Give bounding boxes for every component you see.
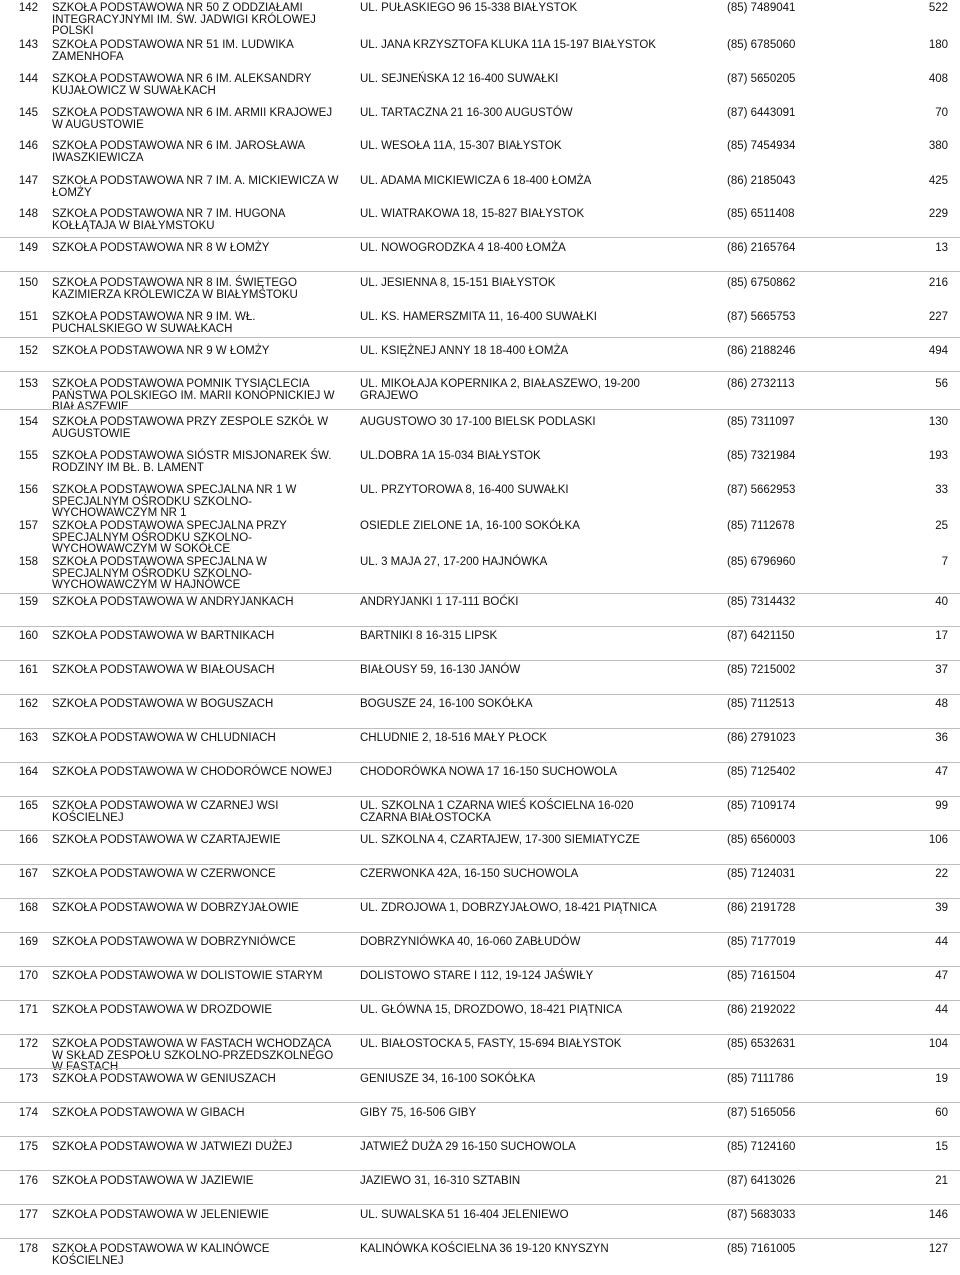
school-name: SZKOŁA PODSTAWOWA W GIBACH [52, 1107, 245, 1119]
row-number: 177 [18, 1209, 38, 1221]
student-count: 17 [935, 630, 948, 642]
school-name: SZKOŁA PODSTAWOWA POMNIK TYSIĄCLECIA PAŃSTWA POLSKIEGO IM. MARII KONOPNICKIEJ W BIAŁASZEWIE [52, 378, 335, 414]
row-separator [0, 660, 960, 661]
row-separator [0, 1238, 960, 1239]
school-address: UL. SZKOLNA 1 CZARNA WIEŚ KOŚCIELNA 16-020 CZARNA BIAŁOSTOCKA [360, 800, 634, 824]
school-address: UL. TARTACZNA 21 16-300 AUGUSTÓW [360, 107, 573, 119]
student-count: 44 [935, 1004, 948, 1016]
row-number: 157 [18, 520, 38, 532]
school-address: DOLISTOWO STARE I 112, 19-124 JAŚWIŁY [360, 970, 594, 982]
row-number: 146 [18, 140, 38, 152]
school-name: SZKOŁA PODSTAWOWA SPECJALNA NR 1 W SPECJALNYM OŚRODKU SZKOLNO-WYCHOWAWCZYM NR 1 [52, 484, 297, 520]
row-number: 172 [18, 1038, 38, 1050]
row-separator [0, 898, 960, 899]
school-address: UL. WESOŁA 11A, 15-307 BIAŁYSTOK [360, 140, 562, 152]
row-number: 173 [18, 1073, 38, 1085]
row-number: 176 [18, 1175, 38, 1187]
school-phone: (85) 7177019 [727, 936, 796, 948]
student-count: 56 [935, 378, 948, 390]
school-name: SZKOŁA PODSTAWOWA SPECJALNA PRZY SPECJALNYM OŚRODKU SZKOLNO-WYCHOWAWCZYM W SOKÓŁCE [52, 520, 287, 556]
row-separator [0, 1136, 960, 1137]
student-count: 216 [928, 277, 948, 289]
school-address: CHODORÓWKA NOWA 17 16-150 SUCHOWOLA [360, 766, 618, 778]
student-count: 47 [935, 766, 948, 778]
school-name: SZKOŁA PODSTAWOWA W CHLUDNIACH [52, 732, 276, 744]
row-number: 159 [18, 596, 38, 608]
student-count: 36 [935, 732, 948, 744]
row-number: 151 [18, 311, 38, 323]
school-phone: (85) 6532631 [727, 1038, 796, 1050]
row-separator [0, 409, 960, 410]
row-number: 153 [18, 378, 38, 390]
student-count: 425 [928, 175, 948, 187]
school-phone: (86) 2185043 [727, 175, 796, 187]
school-phone: (87) 5662953 [727, 484, 796, 496]
student-count: 130 [928, 416, 948, 428]
row-number: 152 [18, 345, 38, 357]
row-separator [0, 830, 960, 831]
row-number: 161 [18, 664, 38, 676]
school-name: SZKOŁA PODSTAWOWA NR 8 W ŁOMŻY [52, 242, 270, 254]
row-number: 166 [18, 834, 38, 846]
school-address: AUGUSTOWO 30 17-100 BIELSK PODLASKI [360, 416, 596, 428]
student-count: 180 [928, 39, 948, 51]
student-count: 70 [935, 107, 948, 119]
student-count: 99 [935, 800, 948, 812]
row-number: 155 [18, 450, 38, 462]
student-count: 48 [935, 698, 948, 710]
school-name: SZKOŁA PODSTAWOWA W CZARNEJ WSI KOŚCIELNEJ [52, 800, 279, 824]
school-phone: (86) 2188246 [727, 345, 796, 357]
row-number: 149 [18, 242, 38, 254]
school-name: SZKOŁA PODSTAWOWA W BIAŁOUSACH [52, 664, 275, 676]
school-phone: (85) 7161504 [727, 970, 796, 982]
school-address: JATWIEŹ DUŻA 29 16-150 SUCHOWOLA [360, 1141, 576, 1153]
school-name: SZKOŁA PODSTAWOWA W FASTACH WCHODZĄCA W SKŁAD ZESPOŁU SZKOLNO-PRZEDSZKOLNEGO W FASTACH [52, 1038, 334, 1074]
school-name: SZKOŁA PODSTAWOWA W JELENIEWIE [52, 1209, 269, 1221]
row-number: 154 [18, 416, 38, 428]
school-address: DOBRZYNIÓWKA 40, 16-060 ZABŁUDÓW [360, 936, 581, 948]
school-phone: (86) 2165764 [727, 242, 796, 254]
row-number: 147 [18, 175, 38, 187]
student-count: 60 [935, 1107, 948, 1119]
student-count: 380 [928, 140, 948, 152]
school-name: SZKOŁA PODSTAWOWA NR 50 Z ODDZIAŁAMI INTEGRACYJNYMI IM. ŚW. JADWIGI KRÓLOWEJ POLSKI [52, 2, 316, 38]
row-number: 174 [18, 1107, 38, 1119]
row-separator [0, 932, 960, 933]
school-phone: (85) 7109174 [727, 800, 796, 812]
school-address: GIBY 75, 16-506 GIBY [360, 1107, 477, 1119]
row-separator [0, 694, 960, 695]
school-phone: (85) 6796960 [727, 556, 796, 568]
school-name: SZKOŁA PODSTAWOWA NR 9 W ŁOMŻY [52, 345, 270, 357]
row-number: 150 [18, 277, 38, 289]
school-phone: (85) 6560003 [727, 834, 796, 846]
school-phone: (85) 7454934 [727, 140, 796, 152]
school-address: UL. JANA KRZYSZTOFA KLUKA 11A 15-197 BIAŁYSTOK [360, 39, 656, 51]
student-count: 33 [935, 484, 948, 496]
school-address: UL. SEJNEŃSKA 12 16-400 SUWAŁKI [360, 73, 559, 85]
row-separator [0, 728, 960, 729]
student-count: 44 [935, 936, 948, 948]
student-count: 104 [928, 1038, 948, 1050]
row-number: 171 [18, 1004, 38, 1016]
row-separator [0, 371, 960, 372]
school-phone: (86) 2732113 [727, 378, 795, 390]
student-count: 13 [935, 242, 948, 254]
school-phone: (87) 6443091 [727, 107, 796, 119]
row-separator [0, 864, 960, 865]
school-phone: (85) 7124031 [727, 868, 796, 880]
row-separator [0, 1068, 960, 1069]
school-phone: (85) 7112513 [727, 698, 795, 710]
school-name: SZKOŁA PODSTAWOWA W CZARTAJEWIE [52, 834, 281, 846]
row-number: 175 [18, 1141, 38, 1153]
school-address: UL. PRZYTOROWA 8, 16-400 SUWAŁKI [360, 484, 569, 496]
student-count: 47 [935, 970, 948, 982]
school-address: UL. JESIENNA 8, 15-151 BIAŁYSTOK [360, 277, 556, 289]
row-number: 143 [18, 39, 38, 51]
school-phone: (85) 7489041 [727, 2, 796, 14]
school-name: SZKOŁA PODSTAWOWA SPECJALNA W SPECJALNYM OŚRODKU SZKOLNO-WYCHOWAWCZYM W HAJNÓWCE [52, 556, 267, 592]
school-name: SZKOŁA PODSTAWOWA W DOBRZYNIÓWCE [52, 936, 296, 948]
school-address: ANDRYJANKI 1 17-111 BOĆKI [360, 596, 519, 608]
school-name: SZKOŁA PODSTAWOWA W BARTNIKACH [52, 630, 275, 642]
school-address: UL. SUWALSKA 51 16-404 JELENIEWO [360, 1209, 569, 1221]
school-phone: (85) 7321984 [727, 450, 796, 462]
school-name: SZKOŁA PODSTAWOWA W DOLISTOWIE STARYM [52, 970, 323, 982]
school-name: SZKOŁA PODSTAWOWA NR 7 IM. HUGONA KOŁŁĄTAJA W BIAŁYMSTOKU [52, 208, 285, 232]
school-address: UL. ADAMA MICKIEWICZA 6 18-400 ŁOMŻA [360, 175, 592, 187]
row-number: 148 [18, 208, 38, 220]
row-separator [0, 1102, 960, 1103]
row-number: 170 [18, 970, 38, 982]
student-count: 19 [935, 1073, 948, 1085]
student-count: 15 [935, 1141, 948, 1153]
school-phone: (85) 7124160 [727, 1141, 796, 1153]
school-address: UL. KSIĘŻNEJ ANNY 18 18-400 ŁOMŻA [360, 345, 569, 357]
row-number: 163 [18, 732, 38, 744]
row-separator [0, 271, 960, 272]
row-number: 142 [18, 2, 38, 14]
school-address: BIAŁOUSY 59, 16-130 JANÓW [360, 664, 521, 676]
school-name: SZKOŁA PODSTAWOWA W DROZDOWIE [52, 1004, 272, 1016]
row-separator [0, 337, 960, 338]
school-address: UL. GŁÓWNA 15, DROZDOWO, 18-421 PIĄTNICA [360, 1004, 623, 1016]
school-address: UL. BIAŁOSTOCKA 5, FASTY, 15-694 BIAŁYSTOK [360, 1038, 622, 1050]
school-name: SZKOŁA PODSTAWOWA PRZY ZESPOLE SZKÓŁ W AUGUSTOWIE [52, 416, 329, 440]
student-count: 229 [928, 208, 948, 220]
school-address: UL. WIATRAKOWA 18, 15-827 BIAŁYSTOK [360, 208, 585, 220]
school-name: SZKOŁA PODSTAWOWA NR 6 IM. ALEKSANDRY KUJAŁOWICZ W SUWAŁKACH [52, 73, 312, 97]
school-address: UL. MIKOŁAJA KOPERNIKA 2, BIAŁASZEWO, 19-200 GRAJEWO [360, 378, 640, 402]
school-address: UL. ZDROJOWA 1, DOBRZYJAŁOWO, 18-421 PIĄTNICA [360, 902, 657, 914]
school-name: SZKOŁA PODSTAWOWA SIÓSTR MISJONAREK ŚW. RODZINY IM BŁ. B. LAMENT [52, 450, 332, 474]
school-name: SZKOŁA PODSTAWOWA W GENIUSZACH [52, 1073, 276, 1085]
school-phone: (85) 6750862 [727, 277, 796, 289]
school-phone: (85) 7125402 [727, 766, 796, 778]
row-separator [0, 593, 960, 594]
school-address: UL. 3 MAJA 27, 17-200 HAJNÓWKA [360, 556, 548, 568]
school-phone: (86) 2191728 [727, 902, 796, 914]
school-phone: (85) 6785060 [727, 39, 796, 51]
school-phone: (85) 7314432 [727, 596, 796, 608]
school-phone: (85) 7215002 [727, 664, 796, 676]
student-count: 7 [941, 556, 948, 568]
school-address: BOGUSZE 24, 16-100 SOKÓŁKA [360, 698, 533, 710]
student-count: 25 [935, 520, 948, 532]
school-name: SZKOŁA PODSTAWOWA W CHODORÓWCE NOWEJ [52, 766, 333, 778]
student-count: 494 [928, 345, 948, 357]
student-count: 40 [935, 596, 948, 608]
school-name: SZKOŁA PODSTAWOWA NR 6 IM. JAROSŁAWA IWASZKIEWICZA [52, 140, 305, 164]
school-name: SZKOŁA PODSTAWOWA W KALINÓWCE KOŚCIELNEJ [52, 1243, 270, 1267]
school-address: OSIEDLE ZIELONE 1A, 16-100 SOKÓŁKA [360, 520, 580, 532]
row-separator [0, 1170, 960, 1171]
row-separator [0, 237, 960, 238]
school-phone: (85) 7311097 [727, 416, 795, 428]
school-phone: (85) 7112678 [727, 520, 795, 532]
row-separator [0, 966, 960, 967]
row-number: 160 [18, 630, 38, 642]
row-separator [0, 626, 960, 627]
school-phone: (85) 7111786 [727, 1073, 794, 1085]
student-count: 227 [928, 311, 948, 323]
school-name: SZKOŁA PODSTAWOWA W JAZIEWIE [52, 1175, 254, 1187]
school-name: SZKOŁA PODSTAWOWA NR 51 IM. LUDWIKA ZAMENHOFA [52, 39, 294, 63]
student-count: 146 [928, 1209, 948, 1221]
student-count: 106 [928, 834, 948, 846]
school-phone: (87) 6413026 [727, 1175, 796, 1187]
school-phone: (87) 6421150 [727, 630, 795, 642]
row-separator [0, 1000, 960, 1001]
student-count: 193 [928, 450, 948, 462]
row-separator [0, 1204, 960, 1205]
school-phone: (86) 2192022 [727, 1004, 796, 1016]
school-address: CZERWONKA 42A, 16-150 SUCHOWOLA [360, 868, 579, 880]
student-count: 22 [935, 868, 948, 880]
student-count: 39 [935, 902, 948, 914]
school-name: SZKOŁA PODSTAWOWA NR 8 IM. ŚWIĘTEGO KAZIMIERZA KRÓLEWICZA W BIAŁYMSTOKU [52, 277, 298, 301]
school-phone: (87) 5665753 [727, 311, 796, 323]
school-address: KALINÓWKA KOŚCIELNA 36 19-120 KNYSZYN [360, 1243, 609, 1255]
school-phone: (85) 7161005 [727, 1243, 796, 1255]
row-number: 162 [18, 698, 38, 710]
school-phone: (87) 5683033 [727, 1209, 796, 1221]
row-number: 156 [18, 484, 38, 496]
school-name: SZKOŁA PODSTAWOWA NR 6 IM. ARMII KRAJOWEJ W AUGUSTOWIE [52, 107, 333, 131]
row-number: 165 [18, 800, 38, 812]
row-separator [0, 762, 960, 763]
school-name: SZKOŁA PODSTAWOWA W DOBRZYJAŁOWIE [52, 902, 299, 914]
school-phone: (85) 6511408 [727, 208, 795, 220]
school-phone: (86) 2791023 [727, 732, 796, 744]
student-count: 37 [935, 664, 948, 676]
school-name: SZKOŁA PODSTAWOWA NR 7 IM. A. MICKIEWICZA W ŁOMŻY [52, 175, 339, 199]
student-count: 522 [928, 2, 948, 14]
school-address: UL. NOWOGRODZKA 4 18-400 ŁOMŻA [360, 242, 566, 254]
school-address: UL. SZKOLNA 4, CZARTAJEW, 17-300 SIEMIATYCZE [360, 834, 640, 846]
row-number: 168 [18, 902, 38, 914]
row-number: 169 [18, 936, 38, 948]
school-name: SZKOŁA PODSTAWOWA W CZERWONCE [52, 868, 276, 880]
school-phone: (87) 5650205 [727, 73, 796, 85]
row-separator [0, 796, 960, 797]
school-address: UL.DOBRA 1A 15-034 BIAŁYSTOK [360, 450, 541, 462]
school-address: BARTNIKI 8 16-315 LIPSK [360, 630, 498, 642]
school-name: SZKOŁA PODSTAWOWA NR 9 IM. WŁ. PUCHALSKIEGO W SUWAŁKACH [52, 311, 256, 335]
school-name: SZKOŁA PODSTAWOWA W JATWIEZI DUŻEJ [52, 1141, 293, 1153]
school-name: SZKOŁA PODSTAWOWA W ANDRYJANKACH [52, 596, 294, 608]
row-number: 158 [18, 556, 38, 568]
row-number: 164 [18, 766, 38, 778]
row-number: 145 [18, 107, 38, 119]
school-name: SZKOŁA PODSTAWOWA W BOGUSZACH [52, 698, 274, 710]
student-count: 127 [928, 1243, 948, 1255]
school-address: UL. KS. HAMERSZMITA 11, 16-400 SUWAŁKI [360, 311, 597, 323]
row-number: 144 [18, 73, 38, 85]
school-address: GENIUSZE 34, 16-100 SOKÓŁKA [360, 1073, 536, 1085]
school-address: CHLUDNIE 2, 18-516 MAŁY PŁOCK [360, 732, 548, 744]
row-separator [0, 1034, 960, 1035]
school-phone: (87) 5165056 [727, 1107, 796, 1119]
school-address: UL. PUŁASKIEGO 96 15-338 BIAŁYSTOK [360, 2, 578, 14]
school-address: JAZIEWO 31, 16-310 SZTABIN [360, 1175, 521, 1187]
row-number: 167 [18, 868, 38, 880]
row-number: 178 [18, 1243, 38, 1255]
student-count: 408 [928, 73, 948, 85]
student-count: 21 [935, 1175, 948, 1187]
